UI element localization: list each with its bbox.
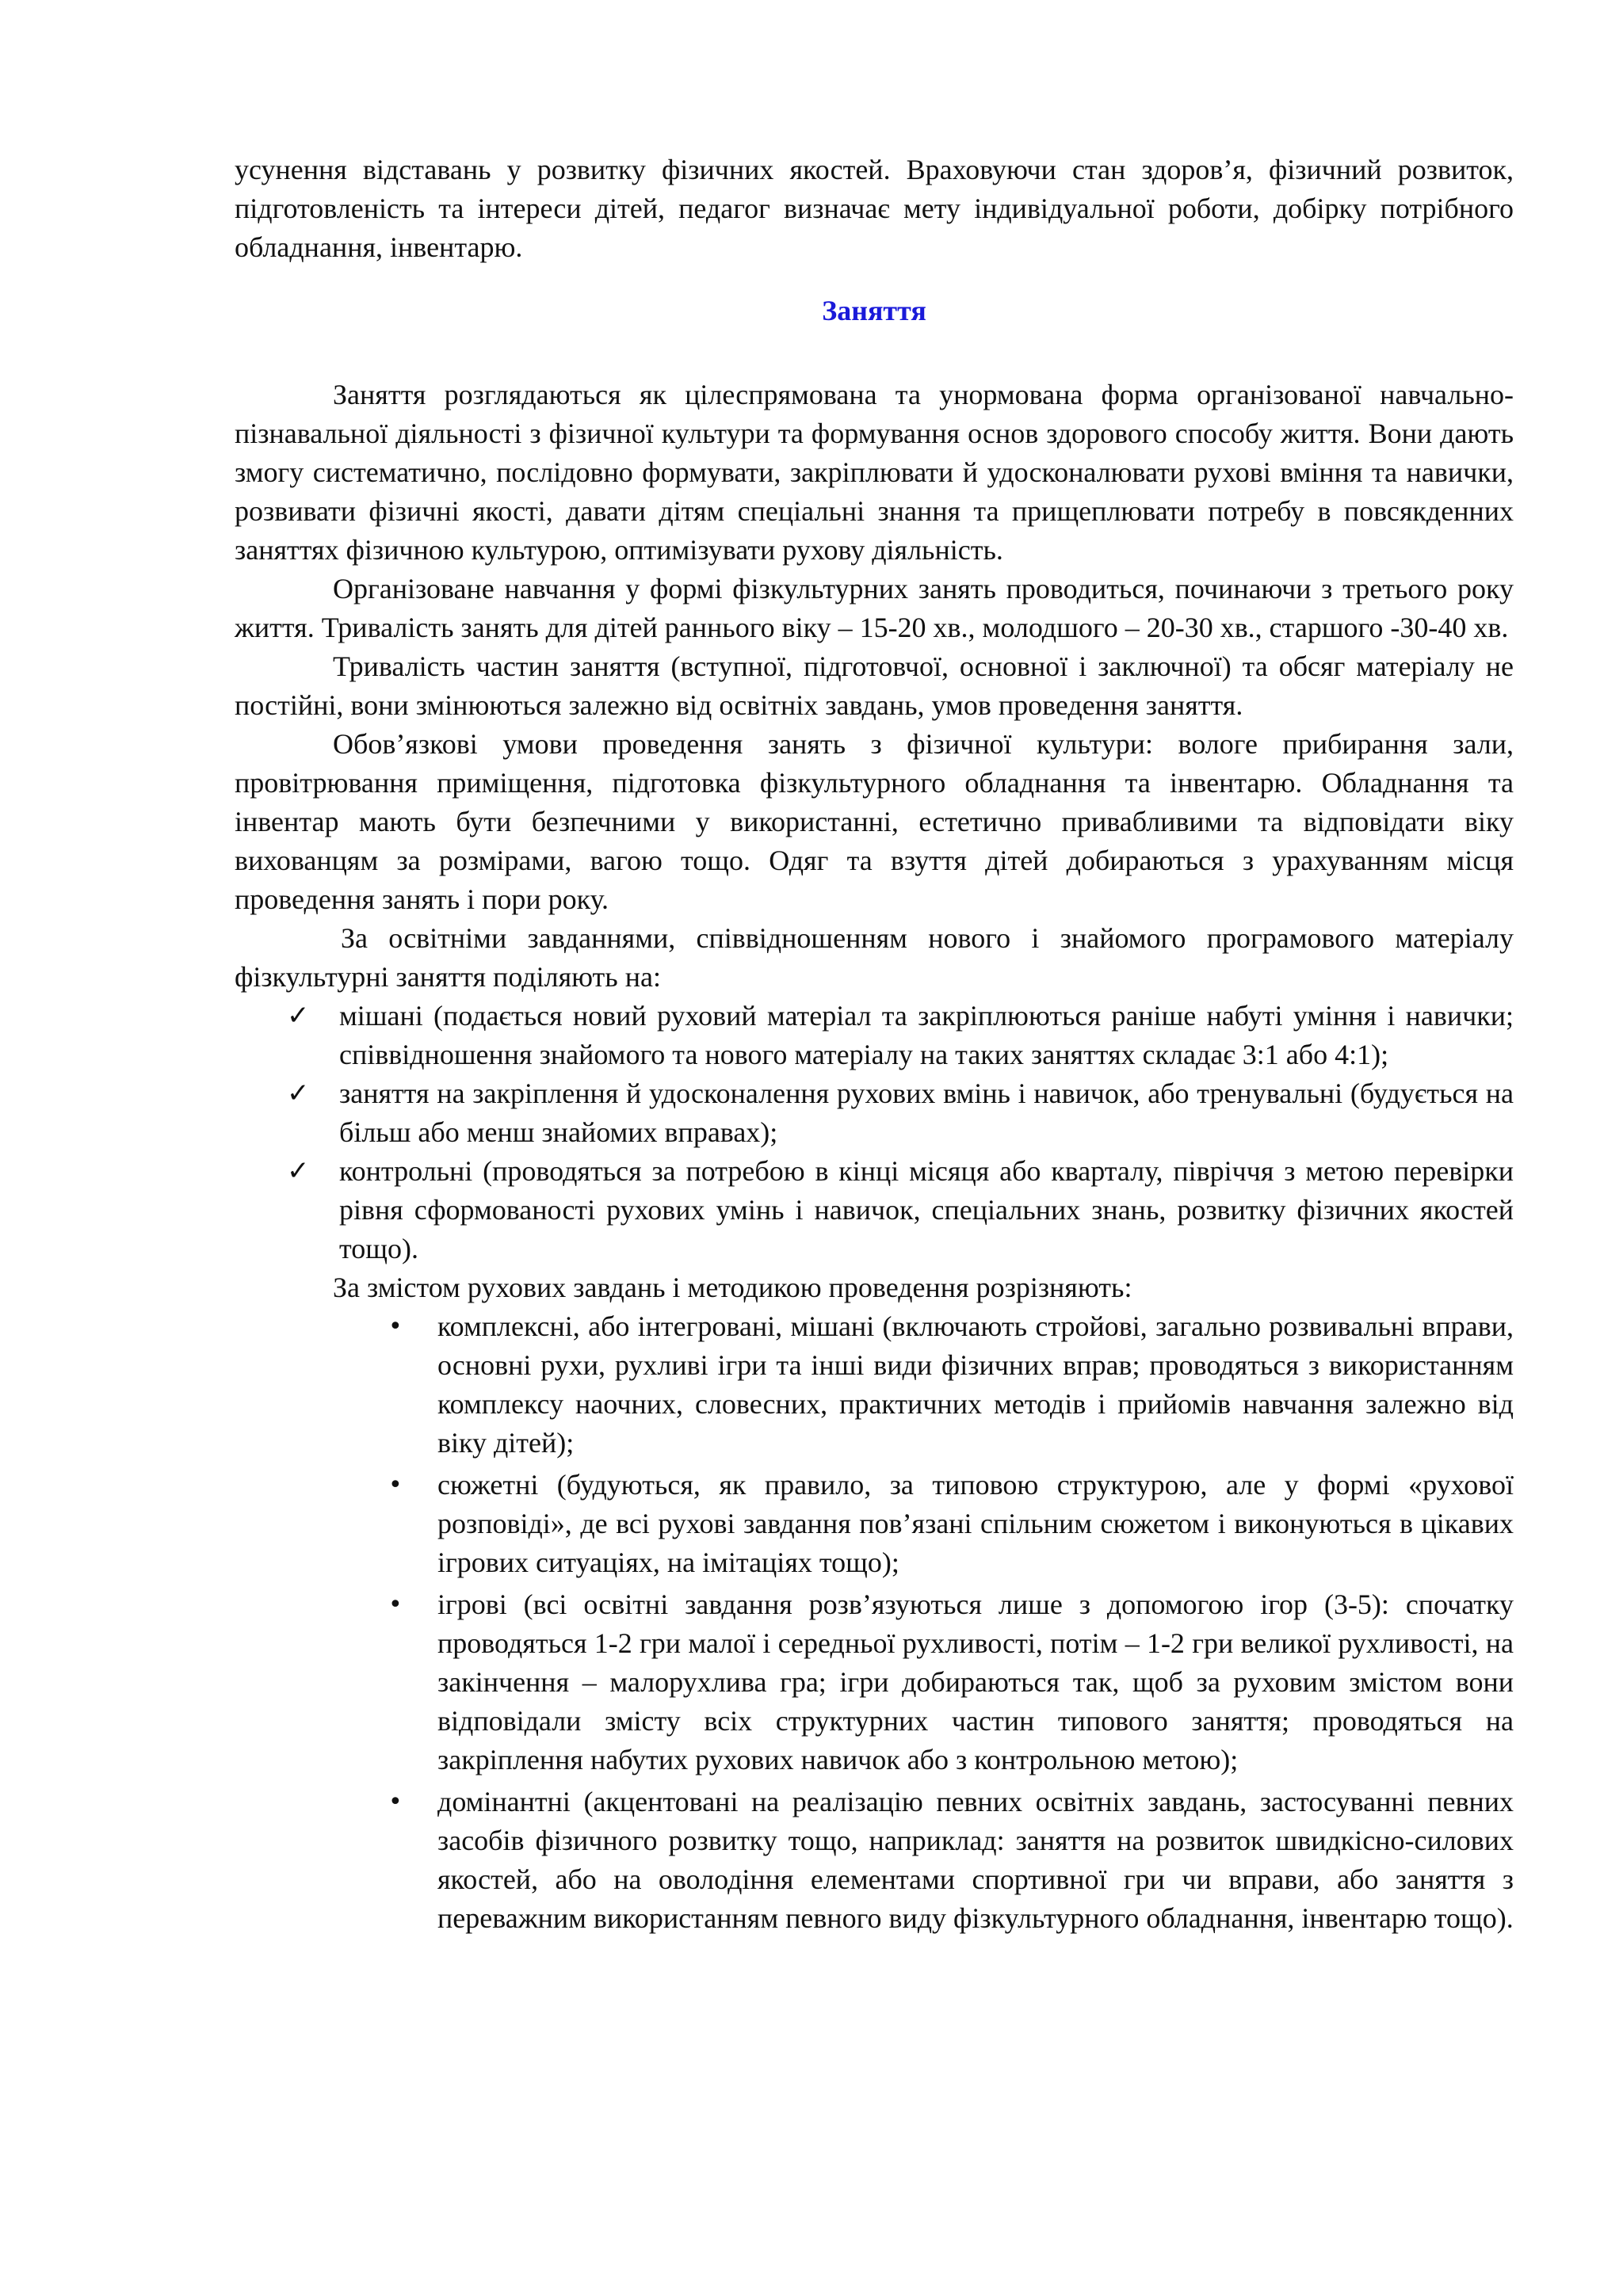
check-icon: ✓ [287, 1155, 310, 1187]
list-item [235, 1152, 1514, 1268]
list-item-text: мішані (подається новий руховий матеріал та закріплюються раніше набуті уміння і навички; співвідношення знайомого та нового матеріалу на таких заняттях складає 3:1 або 4:1); [339, 1000, 1514, 1070]
bullet-icon: • [388, 1591, 403, 1619]
list-item-text: ігрові (всі освітні завдання розв’язуються лише з допомогою ігор (3-5): спочатку проводяться 1-2 гри малої і середньої рухливості, потім – 1-2 гри великої рухливості, на закінчення – малорухлива гра; ігри добираються так, щоб за руховим змістом вони відповідали змісту всіх структурних частин типового заняття; проводяться на закріплення набутих рухових навичок або з контрольною метою); [437, 1589, 1514, 1775]
list-item [235, 1585, 1514, 1779]
bullet-icon: • [388, 1471, 403, 1499]
list-item-text: комплексні, або інтегровані, мішані (включають стройові, загально розвивальні вправи, основні рухи, рухливі ігри та інші види фізичних вправ; проводяться з використанням комплексу наочних, словесних, практичних методів і прийомів навчання залежно від віку дітей); [437, 1310, 1514, 1459]
intro-paragraph: усунення відставань у розвитку фізичних якостей. Враховуючи стан здоров’я, фізичний розвиток, підготовленість та інтереси дітей, педагог визначає мету індивідуальної роботи, добірку потрібного обладнання, інвентарю. [235, 154, 1514, 263]
paragraph-duration-parts: Тривалість частин заняття (вступної, підготовчої, основної і заключної) та обсяг матеріалу не постійні, вони змінюються залежно від освітніх завдань, умов проведення заняття. [235, 650, 1514, 721]
document-body [235, 151, 1514, 1941]
paragraph-definition: Заняття розглядаються як цілеспрямована та унормована форма організованої навчально-пізнавальної діяльності з фізичної культури та формування основ здорового способу життя. Вони дають змогу систематично, послідовно формувати, закріплювати й удосконалювати рухові вміння та навички, розвивати фізичні якості, давати дітям спеціальні знання та прищеплювати потребу в повсякденних заняттях фізичною культурою, оптимізувати рухову діяльність. [235, 379, 1514, 566]
section-title: Заняття [822, 295, 926, 326]
list-item [235, 1466, 1514, 1582]
paragraph-mandatory-conditions: Обов’язкові умови проведення занять з фізичної культури: вологе прибирання зали, провітрювання приміщення, підготовка фізкультурного обладнання та інвентарю. Обладнання та інвентар мають бути безпечними у використанні, естетично привабливими та відповідати віку вихованцям за розмірами, вагою тощо. Одяг та взуття дітей добираються з урахуванням місця проведення занять і пори року. [235, 728, 1514, 915]
check-list [235, 997, 1514, 1268]
bullet-icon: • [388, 1313, 403, 1341]
list-item [235, 1074, 1514, 1152]
list-item [235, 1783, 1514, 1938]
list-item [235, 997, 1514, 1074]
list-item [235, 1307, 1514, 1463]
paragraph-organized-learning: Організоване навчання у формі фізкультурних занять проводиться, починаючи з третього року життя. Тривалість занять для дітей раннього віку – 15-20 хв., молодшого – 20-30 хв., старшого -30-40 хв. [235, 573, 1514, 643]
list-item-text: сюжетні (будуються, як правило, за типовою структурою, але у формі «рухової розповіді», де всі рухові завдання пов’язані спільним сюжетом і виконуються в цікавих ігрових ситуаціях, на імітаціях тощо); [437, 1469, 1514, 1578]
bullet-list [235, 1307, 1514, 1938]
bullet-icon: • [388, 1788, 403, 1816]
list-item-text: контрольні (проводяться за потребою в кінці місяця або кварталу, півріччя з метою перевірки рівня сформованості рухових умінь і навичок, спеціальних знань, розвитку фізичних якостей тощо). [339, 1155, 1514, 1264]
content-intro: За змістом рухових завдань і методикою проведення розрізняють: [333, 1272, 1132, 1303]
types-intro: За освітніми завданнями, співвідношенням нового і знайомого програмового матеріалу фізкультурні заняття поділяють на: [235, 922, 1514, 993]
list-item-text: домінантні (акцентовані на реалізацію певних освітніх завдань, застосуванні певних засобів фізичного розвитку тощо, наприклад: заняття на розвиток швидкісно-силових якостей, або на оволодіння елементами спортивної гри чи вправи, або заняття з переважним використанням певного виду фізкультурного обладнання, інвентарю тощо). [437, 1786, 1514, 1934]
list-item-text: заняття на закріплення й удосконалення рухових вмінь і навичок, або тренувальні (будується на більш або менш знайомих вправах); [339, 1077, 1514, 1148]
check-icon: ✓ [287, 1077, 310, 1109]
check-icon: ✓ [287, 1000, 310, 1032]
